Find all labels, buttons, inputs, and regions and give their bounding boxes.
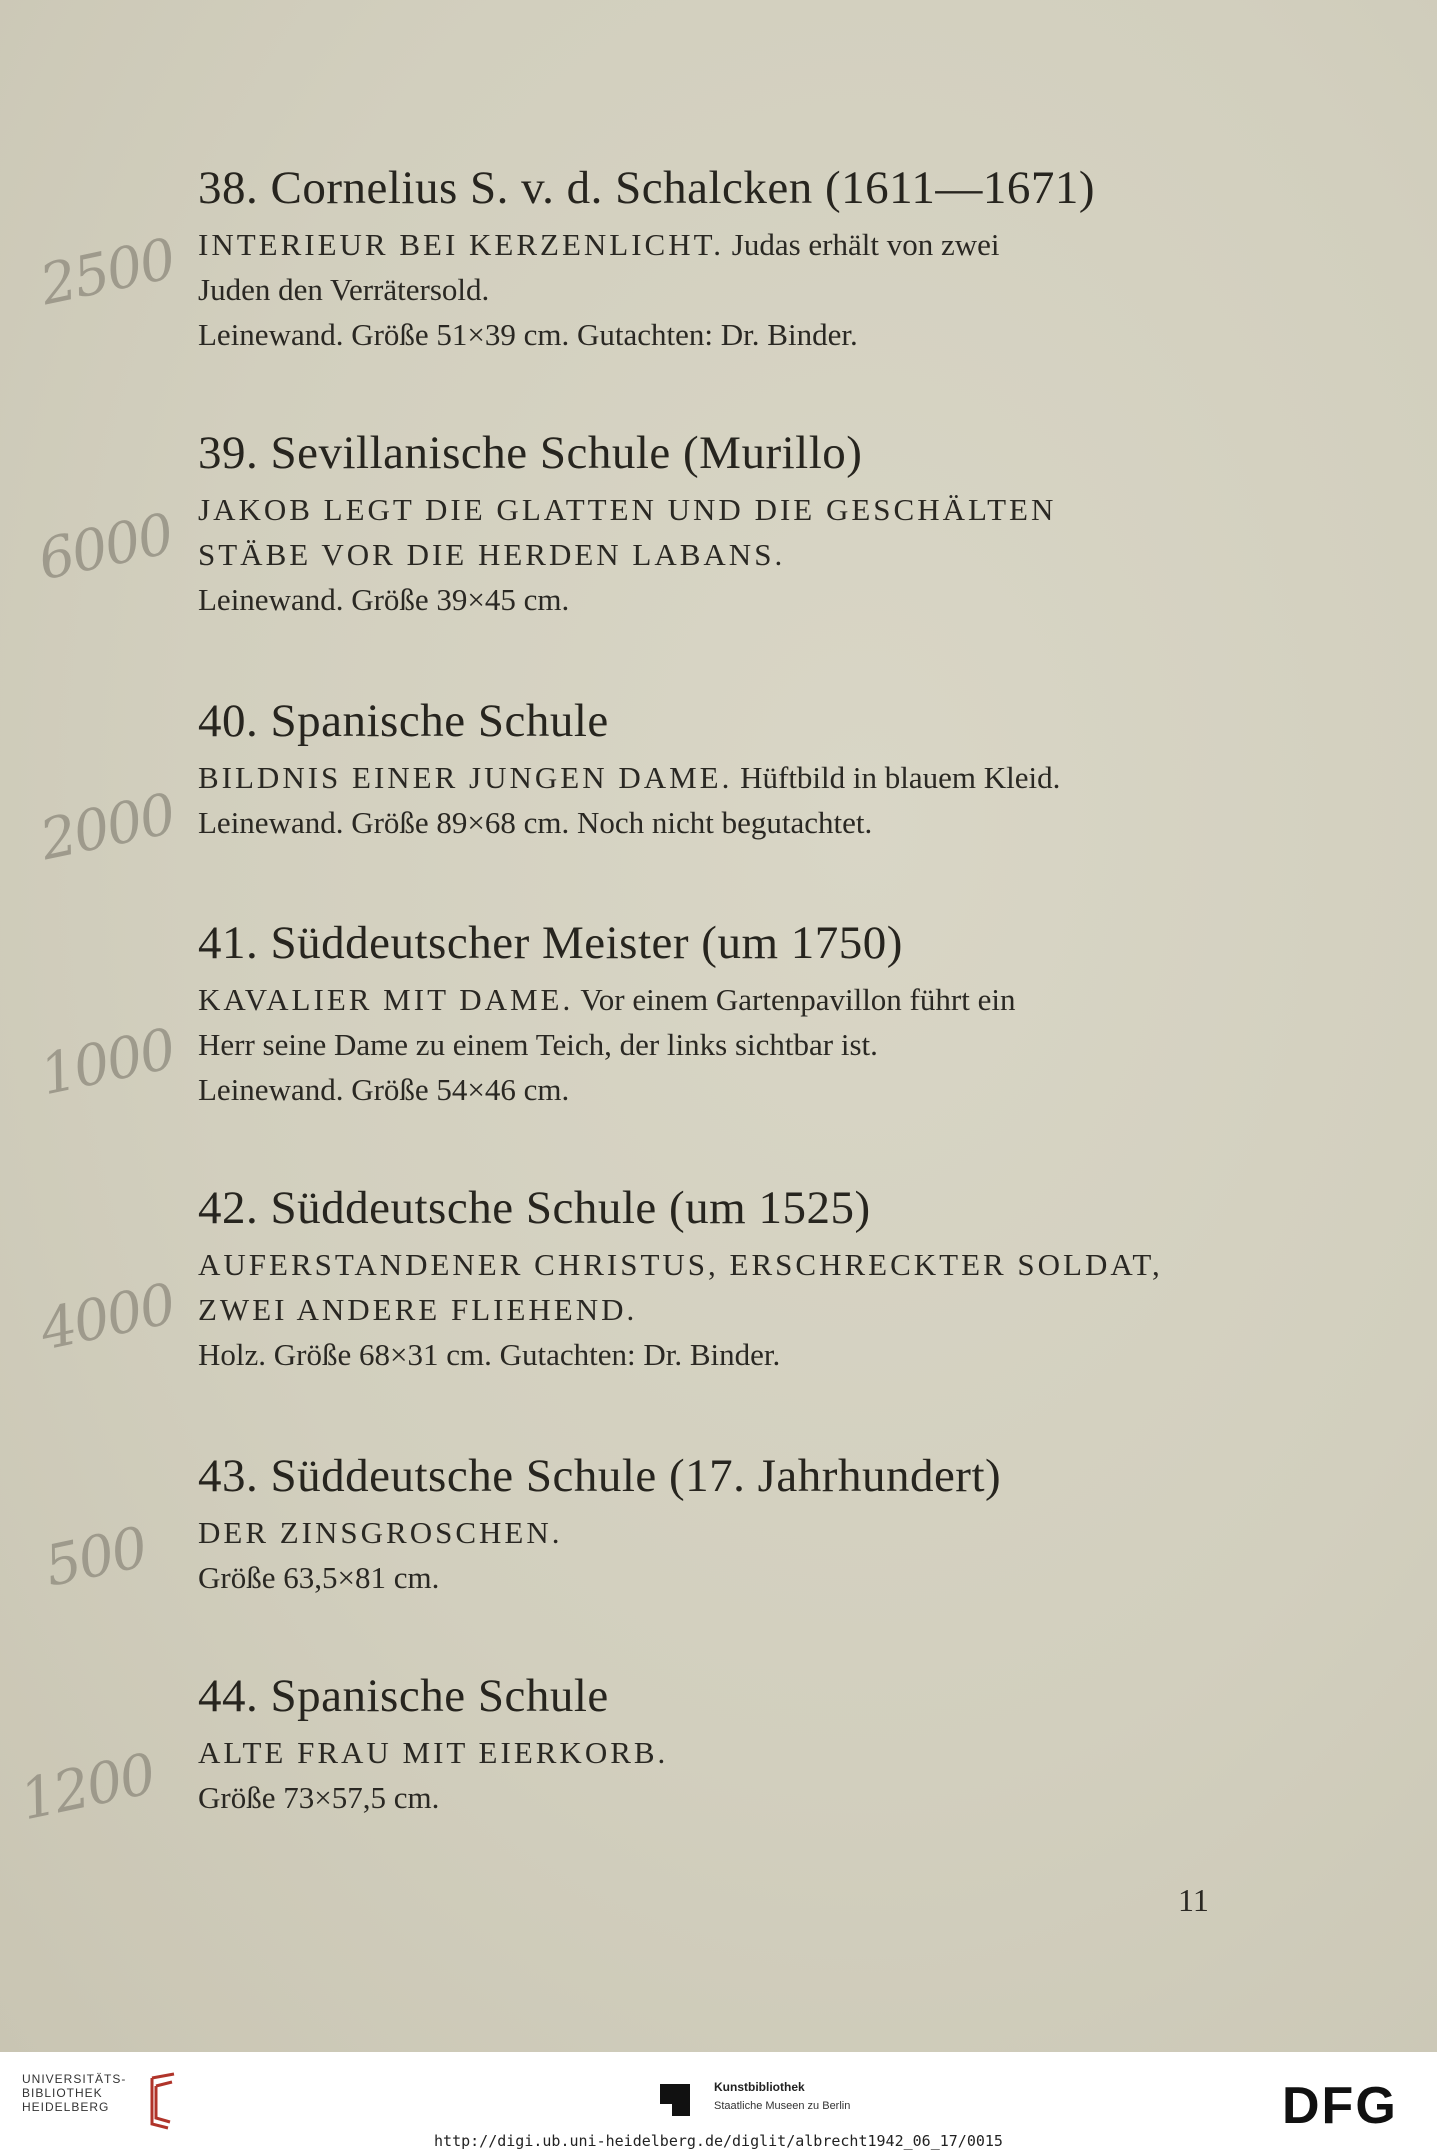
entry-description: [198, 755, 1218, 845]
university-library-name: UNIVERSITÄTS- BIBLIOTHEK HEIDELBERG: [22, 2072, 127, 2114]
entry-description: [198, 1510, 1218, 1600]
kunstbibliothek-logo: [660, 2076, 920, 2126]
artwork-title: DER ZINSGROSCHEN.: [198, 1515, 563, 1550]
medium-size: Leinewand. Größe 54×46 cm.: [198, 1072, 570, 1107]
entry-title: 38. Cornelius S. v. d. Schalcken (1611—1671): [198, 162, 1096, 214]
catalog-entry-38: [198, 160, 1218, 357]
entry-title: 40. Spanische Schule: [198, 695, 609, 747]
entry-title: 44. Spanische Schule: [198, 1670, 609, 1722]
artwork-title: KAVALIER MIT DAME.: [198, 982, 574, 1017]
artwork-title: ALTE FRAU MIT EIERKORB.: [198, 1735, 669, 1770]
description-text: Hüftbild in blauem Kleid.: [732, 760, 1061, 795]
medium-size: Leinewand. Größe 39×45 cm.: [198, 582, 570, 617]
artwork-title: ZWEI ANDERE FLIEHEND.: [198, 1292, 638, 1327]
permalink-url[interactable]: http://digi.ub.uni-heidelberg.de/diglit/albrecht1942_06_17/0015: [434, 2132, 1003, 2150]
description-text: Judas erhält von zwei: [724, 227, 1000, 262]
artwork-title: JAKOB LEGT DIE GLATTEN UND DIE GESCHÄLTEN: [198, 492, 1057, 527]
catalog-entry-42: [198, 1180, 1218, 1377]
kunstbibliothek-subtitle: Staatliche Museen zu Berlin: [714, 2100, 851, 2112]
artwork-title: STÄBE VOR DIE HERDEN LABANS.: [198, 537, 786, 572]
medium-size: Größe 73×57,5 cm.: [198, 1780, 440, 1815]
catalog-entry-44: [198, 1668, 1218, 1820]
medium-size: Leinewand. Größe 89×68 cm. Noch nicht begutachtet.: [198, 805, 873, 840]
dfg-logo: DFG: [1282, 2077, 1398, 2135]
handwritten-price-38: 2500: [34, 226, 180, 319]
entry-description: [198, 222, 1218, 357]
medium-size: Leinewand. Größe 51×39 cm. Gutachten: Dr. Binder.: [198, 317, 858, 352]
heidelberg-university-library-logo: [22, 2072, 182, 2132]
description-text: Juden den Verrätersold.: [198, 272, 490, 307]
handwritten-price-42: 4000: [34, 1271, 180, 1364]
entry-description: [198, 977, 1218, 1112]
medium-size: Holz. Größe 68×31 cm. Gutachten: Dr. Binder.: [198, 1337, 781, 1372]
kunstbibliothek-mark-icon: [660, 2084, 690, 2116]
entry-description: [198, 1242, 1218, 1377]
entry-title: 39. Sevillanische Schule (Murillo): [198, 427, 863, 479]
handwritten-price-43: 500: [39, 1515, 152, 1600]
artwork-title: AUFERSTANDENER CHRISTUS, ERSCHRECKTER SOLDAT,: [198, 1247, 1163, 1282]
description-text: Herr seine Dame zu einem Teich, der links sichtbar ist.: [198, 1027, 878, 1062]
entry-description: [198, 487, 1218, 622]
page-number: 11: [1178, 1882, 1209, 1918]
artwork-title: BILDNIS EINER JUNGEN DAME.: [198, 760, 733, 795]
handwritten-price-44: 1200: [14, 1741, 160, 1834]
catalog-entry-43: [198, 1448, 1218, 1600]
handwritten-price-40: 2000: [34, 781, 180, 874]
description-text: Vor einem Gartenpavillon führt ein: [573, 982, 1016, 1017]
entry-description: [198, 1730, 1218, 1820]
kunstbibliothek-title: Kunstbibliothek: [714, 2080, 805, 2094]
medium-size: Größe 63,5×81 cm.: [198, 1560, 440, 1595]
entry-title: 41. Süddeutscher Meister (um 1750): [198, 917, 903, 969]
entry-title: 42. Süddeutsche Schule (um 1525): [198, 1182, 871, 1234]
catalog-entry-41: [198, 915, 1218, 1112]
entry-title: 43. Süddeutsche Schule (17. Jahrhundert): [198, 1450, 1002, 1502]
handwritten-price-41: 1000: [34, 1016, 180, 1109]
artwork-title: INTERIEUR BEI KERZENLICHT.: [198, 227, 724, 262]
library-mark-icon: [130, 2072, 190, 2130]
catalog-entry-40: [198, 693, 1218, 845]
handwritten-price-39: 6000: [32, 501, 178, 594]
catalog-entry-39: [198, 425, 1218, 622]
